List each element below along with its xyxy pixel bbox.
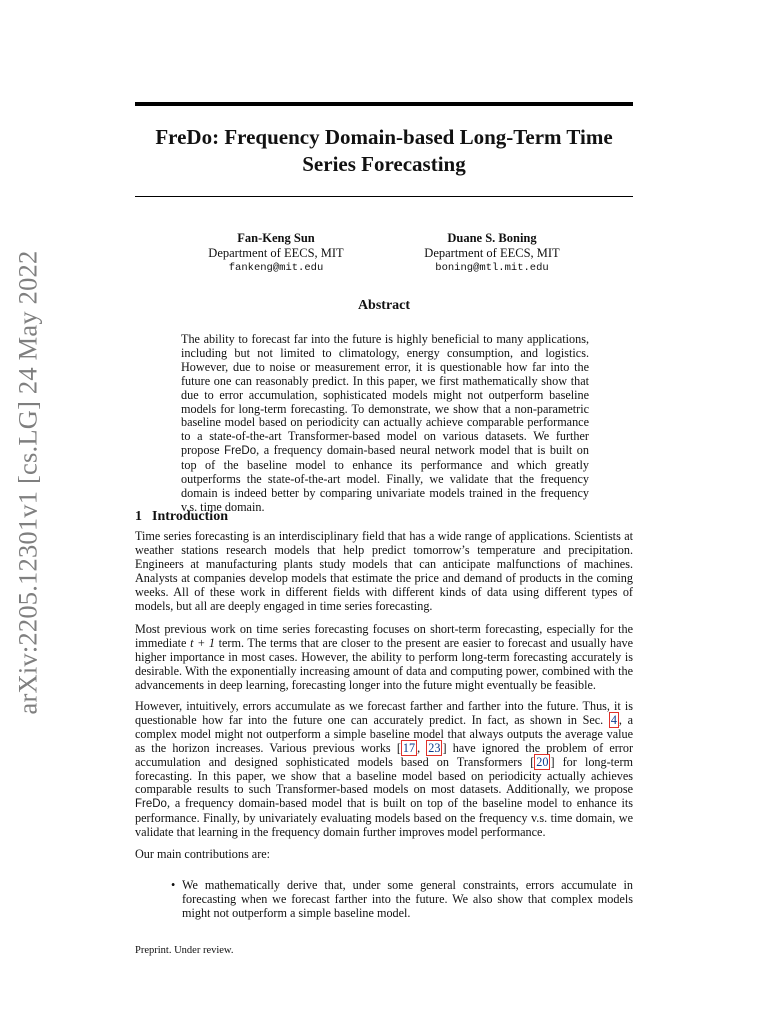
model-name: FreDo [224,445,257,458]
author-block-1 [176,231,376,276]
section-title: Introduction [152,509,228,524]
section-number: 1 [135,509,142,524]
title-top-rule [135,102,633,106]
model-name: FreDo [135,798,167,811]
intro-paragraph-1: Time series forecasting is an interdisciplinary field that has a wide range of applications. Scientists at weather stations research models that help predict tomorrow’s temperature and precipitation. Engineers at manufacturing plants study models that can anticipate malfunctions of machines. Analysts at companies develop models that estimate the price and demand of products in the coming weeks. All of these work in different fields with different kinds of data using different types of models, but all are deeply engaged in time series forecasting. [135,529,633,613]
paragraph-text: term. The terms that are closer to the present are easier to forecast and usually have higher importance in most cases. However, the ability to perform long-term forecasting accurately is desirable. With the exponentially increasing amount of data and computing power, combined with the advancements in deep learning, forecasting longer into the future might eventually be feasible. [135,635,634,692]
paragraph-text: However, intuitively, errors accumulate as we forecast farther and farther into the future. Thus, it is questionable how far into the future one can accurately predict. In fact, as shown in Sec. [135,699,633,727]
bullet-icon: • [171,878,176,892]
author-affiliation: Department of EECS, MIT [424,246,560,260]
abstract-text-part-b: , a frequency domain-based neural network model that is built on top of the baseline model to enhance its performance and which greatly outperforms the state-of-the-art model. Finally, we validate that the frequency domain is indeed better by comparing univariate models trained in the frequency v.s. time domain. [181,443,589,514]
paragraph-text: have ignored the problem of error accumulation and designed sophisticated models based on Transformers [135,740,634,769]
section-heading [135,509,228,525]
author-name: Fan-Keng Sun [237,231,315,245]
paragraph-text: Most previous work on time series forecasting focuses on short-term forecasting, especially for the immediate [135,622,633,650]
author-email[interactable]: fankeng@mit.edu [228,262,324,274]
intro-paragraph-4: Our main contributions are: [135,847,271,861]
paragraph-text: , a complex model might not outperform a simple baseline model that always outputs the average value as the horizon increases. Various previous works [135,712,633,755]
citation-link[interactable]: 23 [428,740,441,755]
arxiv-stamp-text: arXiv:2205.12301v1 [cs.LG] 24 May 2022 [12,250,43,714]
abstract-text-part-a: The ability to forecast far into the future is highly beneficial to many applications, including but not limited to climatology, energy consumption, and logistics. However, due to noise or measurement error, it is questionable how far into the future one can reasonably predict. In this paper, we first mathematically show that due to error accumulation, sophisticated models might not outperform baseline models for long-term forecasting. To demonstrate, we show that a non-parametric baseline model based on periodicity can actually achieve comparable performance to a state-of-the-art Transformer-based model on various datasets. We further propose [181,332,589,458]
arxiv-stamp [8,250,48,714]
paragraph-text: for long-term forecasting. In this paper, we show that a baseline model based on periodicity actually achieves comparable results to such Transformer-based models on most datasets. Additionally, we propose [135,754,634,797]
abstract-body [181,333,589,515]
list-item [171,879,633,921]
citation-link[interactable]: 17 [402,740,416,755]
author-name: Duane S. Boning [447,231,537,245]
author-email[interactable]: boning@mtl.mit.edu [435,262,549,274]
intro-paragraph-2 [135,623,633,693]
list-item-text: We mathematically derive that, under some general constraints, errors accumulate in forecasting when we forecast farther into the future. We also show that complex models might not outperform a simple baseline model. [182,878,633,920]
abstract-heading: Abstract [357,298,411,313]
contributions-list [171,879,633,921]
paragraph-text: , a frequency domain-based model that is built on top of the baseline model to enhance its performance. Finally, by univariately evaluating models based on the frequency v.s. time domain, we validate that learning in the frequency domain further improves model performance. [135,796,633,840]
citation-link[interactable]: 20 [536,754,549,769]
title-bottom-rule [135,196,633,197]
section-ref-link[interactable]: 4 [610,712,617,727]
intro-paragraph-3: However, intuitively, errors accumulate as we forecast farther and farther into the future. Thus, it is questionable how far into the future one can accurately predict. In fact, as shown in Sec. 4 , a complex model might not outperform a simple baseline model that always outputs the average value as the horizon increases. Various previous works [ 17 , 23 ] have ignored the problem of error accumulation and designed sophisticated models based on Transformers [ 20 ] for long-term forecasting. In this paper, we show that a baseline model based on periodicity actually achieves comparable results to such Transformer-based models on most datasets. Additionally, we propose FreDo, a frequency domain-based model that is built on top of the baseline model to enhance its performance. Finally, by univariately evaluating models based on the frequency v.s. time domain, we validate that learning in the frequency domain further improves model performance. [135,699,634,840]
author-affiliation: Department of EECS, MIT [208,246,344,260]
footer-note: Preprint. Under review. [135,945,234,956]
inline-math: t + 1 [190,635,216,650]
author-block-2 [392,231,592,276]
paper-title: FreDo: Frequency Domain-based Long-Term Time Series Forecasting [155,125,613,176]
